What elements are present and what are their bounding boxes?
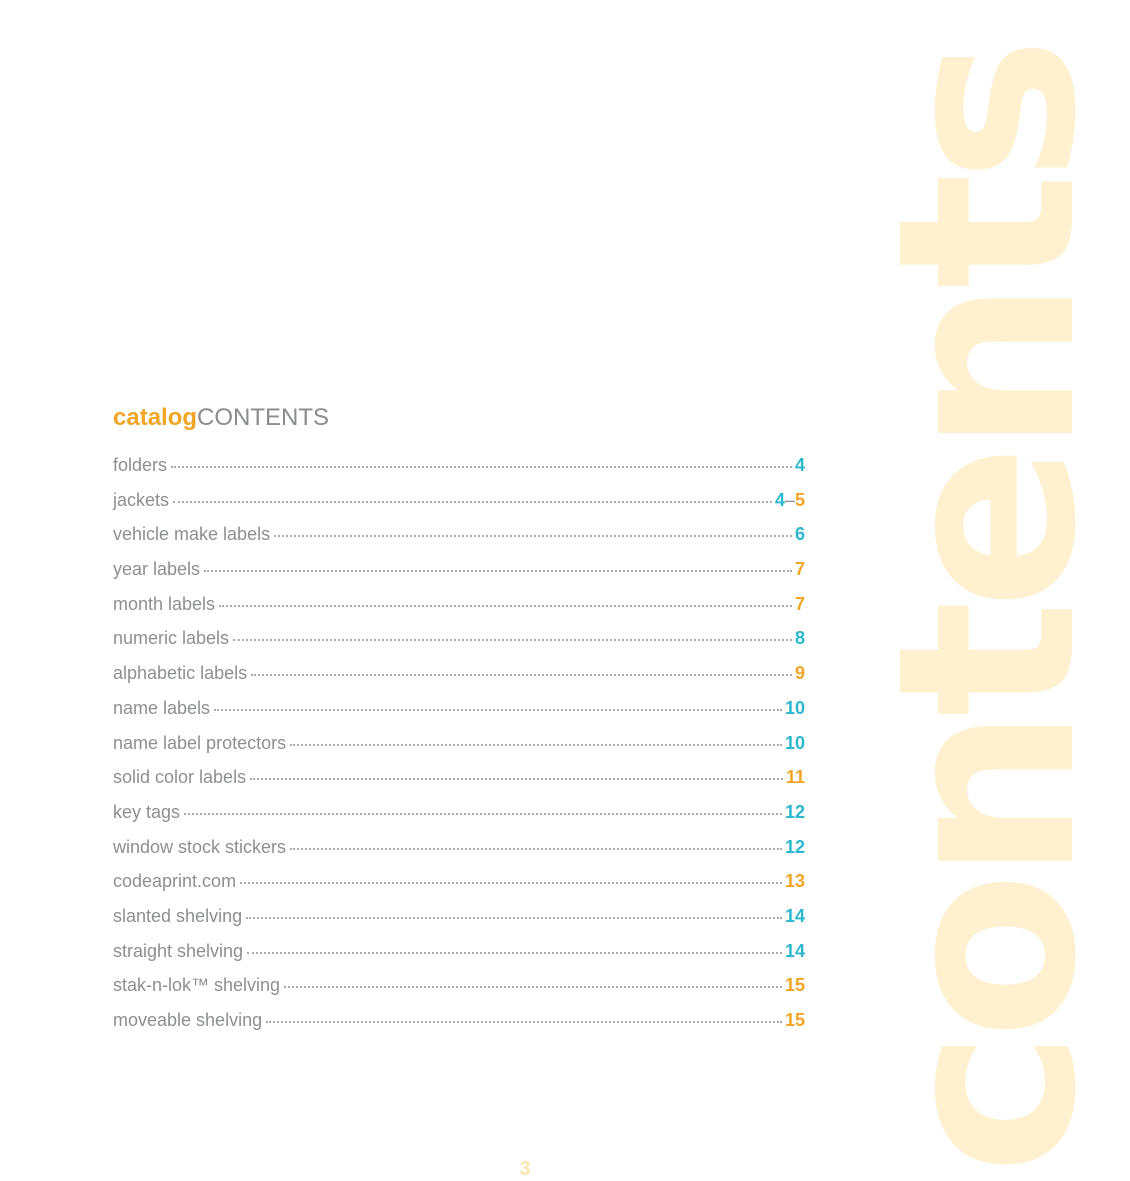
page-number-part: 14 [784, 905, 805, 926]
toc-row[interactable] [113, 802, 805, 837]
toc-page-number [785, 1010, 805, 1031]
dot-leader [290, 744, 782, 746]
dot-leader [274, 535, 792, 537]
toc-row[interactable] [113, 559, 805, 594]
toc-row[interactable] [113, 733, 805, 768]
page-number-part: 14 [784, 940, 805, 961]
toc-label: name label protectors [113, 732, 287, 753]
page-number-part: 12 [784, 801, 805, 822]
dot-leader [250, 778, 783, 780]
contents-background-word: contents [845, 46, 1130, 1175]
toc-page-number [785, 941, 805, 962]
toc-label: moveable shelving [113, 1010, 263, 1030]
dot-leader [246, 917, 782, 919]
toc-label: key tags [113, 801, 181, 822]
dot-leader [233, 639, 792, 641]
dot-leader [219, 605, 792, 607]
toc-label: straight shelving [113, 940, 244, 961]
toc-page-number [785, 871, 805, 892]
page-number-part: 11 [785, 767, 805, 788]
toc-row[interactable] [113, 524, 805, 559]
toc-row[interactable] [113, 455, 805, 490]
toc-page-number [795, 524, 805, 545]
dot-leader [173, 501, 772, 503]
toc-label: solid color labels [113, 767, 247, 788]
toc-page-number [785, 698, 805, 719]
toc-page-number [795, 455, 805, 476]
page-number-part: 15 [784, 975, 805, 996]
page-number: 3 [519, 1158, 531, 1180]
toc-label: codeaprint.com [113, 871, 237, 892]
toc-page-number [785, 975, 805, 996]
dot-leader [251, 674, 792, 676]
toc-page-number [795, 594, 805, 615]
toc-page-number [785, 837, 805, 858]
toc-label: window stock stickers [113, 836, 287, 857]
page-number-part: 4 [794, 455, 805, 475]
toc-label: numeric labels [113, 628, 230, 649]
page-number-part: 8 [794, 628, 805, 649]
toc-page-number [775, 490, 805, 511]
dot-leader [214, 709, 782, 711]
page-number-part: 10 [784, 732, 805, 753]
toc-row[interactable] [113, 594, 805, 629]
toc-page-number [795, 628, 805, 649]
title-rest: CONTENTS [197, 404, 330, 431]
toc-label: alphabetic labels [113, 663, 248, 684]
page-number-part: 4 [774, 489, 785, 510]
dot-leader [284, 986, 782, 988]
dot-leader [247, 952, 782, 954]
page-number-part: 5 [794, 489, 805, 510]
page-number-part: 7 [794, 559, 805, 580]
toc-label: folders [113, 455, 168, 475]
toc-label: stak-n-lok™ shelving [113, 975, 281, 996]
toc-page-number [786, 767, 805, 788]
toc-row[interactable] [113, 837, 805, 872]
page-number-part: 13 [784, 871, 805, 892]
toc-label: month labels [113, 593, 216, 614]
page-number-part: 6 [794, 524, 805, 545]
toc-row[interactable] [113, 698, 805, 733]
dot-leader [171, 466, 792, 468]
dot-leader [266, 1021, 782, 1023]
table-of-contents [113, 455, 805, 1045]
toc-row[interactable] [113, 941, 805, 976]
toc-label: vehicle make labels [113, 524, 271, 545]
toc-row[interactable] [113, 490, 805, 525]
toc-page-number [785, 733, 805, 754]
page-title [113, 402, 329, 434]
toc-page-number [795, 663, 805, 684]
toc-row[interactable] [113, 871, 805, 906]
dot-leader [290, 848, 782, 850]
page-range-separator: – [784, 489, 795, 510]
title-accent: catalog [113, 404, 198, 431]
toc-label: name labels [113, 697, 211, 718]
toc-label: year labels [113, 559, 201, 580]
page-number-part: 15 [784, 1010, 805, 1030]
dot-leader [240, 882, 782, 884]
page-number-part: 9 [794, 663, 805, 684]
toc-row[interactable] [113, 628, 805, 663]
toc-page-number [795, 559, 805, 580]
page-number-part: 7 [794, 593, 805, 614]
toc-page-number [785, 906, 805, 927]
page-number-part: 10 [784, 697, 805, 718]
toc-page-number [785, 802, 805, 823]
toc-row[interactable] [113, 1010, 805, 1045]
dot-leader [204, 570, 792, 572]
toc-row[interactable] [113, 663, 805, 698]
toc-label: jackets [113, 489, 170, 510]
toc-row[interactable] [113, 975, 805, 1010]
toc-row[interactable] [113, 906, 805, 941]
dot-leader [184, 813, 782, 815]
page-number-part: 12 [784, 836, 805, 857]
toc-label: slanted shelving [113, 905, 243, 926]
toc-row[interactable] [113, 767, 805, 802]
